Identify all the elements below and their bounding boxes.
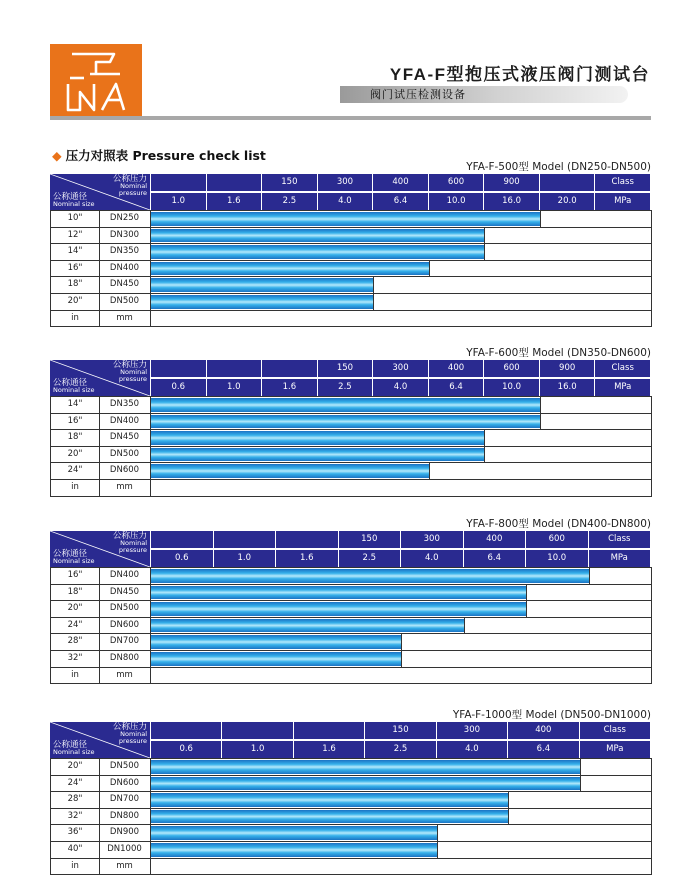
size-inch-cell: in — [51, 480, 100, 496]
pressure-range-bar — [151, 619, 464, 633]
class-cell: 400 — [429, 360, 484, 377]
table-row — [51, 758, 651, 775]
class-cell: 900 — [484, 174, 539, 191]
logo-mark-icon — [50, 44, 142, 120]
mpa-cell: 1.0 — [151, 193, 206, 210]
nominal-pressure-cn: 公称压力 — [112, 174, 147, 184]
size-inch-cell: 14" — [51, 244, 100, 260]
size-mm-cell: mm — [99, 859, 151, 875]
mpa-cell: MPa — [589, 550, 651, 567]
mpa-cell: 4.0 — [373, 379, 428, 396]
class-cell: Class — [580, 722, 650, 739]
class-cell: 150 — [339, 531, 401, 548]
mpa-cell: 0.6 — [151, 550, 213, 567]
table-row — [51, 396, 651, 413]
table-row — [51, 650, 651, 667]
size-inch-cell: 24" — [51, 776, 100, 792]
size-mm-cell: DN1000 — [99, 842, 151, 858]
bar-end-line — [401, 651, 402, 667]
valve-company-logo — [50, 44, 142, 120]
mpa-cell: 0.6 — [151, 379, 206, 396]
table-body — [50, 567, 652, 684]
bar-end-line — [437, 825, 438, 841]
pressure-range-bar — [151, 398, 540, 412]
size-inch-cell: 32" — [51, 651, 100, 667]
size-inch-cell: 20" — [51, 759, 100, 775]
size-inch-cell: 32" — [51, 809, 100, 825]
size-mm-cell: DN800 — [99, 809, 151, 825]
class-cell: 400 — [464, 531, 526, 548]
size-inch-cell: 20" — [51, 601, 100, 617]
bar-end-line — [429, 463, 430, 479]
pressure-range-bar — [151, 229, 484, 243]
nominal-size-en: Nominal size — [53, 386, 95, 394]
class-cell — [151, 531, 213, 548]
page-subtitle: 阀门试压检测设备 — [370, 88, 466, 101]
size-inch-cell: in — [51, 311, 100, 327]
page-title: YFA-F型抱压式液压阀门测试台 — [389, 65, 650, 84]
table-row — [51, 841, 651, 858]
size-mm-cell: DN250 — [99, 211, 151, 227]
table-row — [51, 293, 651, 310]
size-inch-cell: 24" — [51, 463, 100, 479]
size-mm-cell: DN900 — [99, 825, 151, 841]
size-mm-cell: DN450 — [99, 277, 151, 293]
bar-end-line — [373, 294, 374, 310]
mpa-cell: 1.6 — [276, 550, 338, 567]
mpa-cell: 6.4 — [429, 379, 484, 396]
bar-end-line — [484, 228, 485, 244]
mpa-cell: MPa — [595, 379, 650, 396]
table-row — [51, 462, 651, 479]
mpa-cell: 4.0 — [437, 741, 507, 758]
pressure-range-bar — [151, 760, 580, 774]
pressure-range-bar — [151, 569, 589, 583]
size-inch-cell: in — [51, 668, 100, 684]
size-mm-cell: DN600 — [99, 776, 151, 792]
bar-end-line — [373, 277, 374, 293]
header-corner — [50, 531, 150, 567]
class-cell — [207, 174, 262, 191]
class-cell: 900 — [540, 360, 595, 377]
table-row — [51, 584, 651, 601]
pressure-range-bar — [151, 810, 508, 824]
mpa-cell: 20.0 — [540, 193, 595, 210]
table-row — [51, 276, 651, 293]
mpa-cell: 16.0 — [540, 379, 595, 396]
bar-end-line — [484, 244, 485, 260]
size-mm-cell: DN400 — [99, 568, 151, 584]
table-body — [50, 396, 652, 497]
mpa-cell: 1.0 — [222, 741, 292, 758]
size-mm-cell: DN450 — [99, 430, 151, 446]
pressure-range-bar — [151, 464, 429, 478]
table-header — [50, 531, 651, 567]
size-inch-cell: 10" — [51, 211, 100, 227]
bar-end-line — [526, 601, 527, 617]
table-row — [51, 617, 651, 634]
header-corner — [50, 722, 150, 758]
nominal-pressure-en1: Nominal — [120, 730, 147, 738]
diamond-bullet-icon: ◆ — [52, 148, 62, 163]
size-mm-cell: DN350 — [99, 244, 151, 260]
size-inch-cell: 16" — [51, 568, 100, 584]
table-row — [51, 633, 651, 650]
nominal-pressure-cn: 公称压力 — [112, 360, 147, 370]
class-cell: 150 — [262, 174, 317, 191]
table-row — [51, 808, 651, 825]
size-inch-cell: in — [51, 859, 100, 875]
table-body — [50, 758, 652, 875]
table-row — [51, 227, 651, 244]
mpa-cell: 6.4 — [373, 193, 428, 210]
pressure-range-bar — [151, 602, 526, 616]
class-cell: Class — [595, 174, 650, 191]
nominal-pressure-en1: Nominal — [120, 368, 147, 376]
size-mm-cell: DN350 — [99, 397, 151, 413]
nominal-pressure-en1: Nominal — [120, 182, 147, 190]
class-cell: 400 — [508, 722, 578, 739]
size-inch-cell: 12" — [51, 228, 100, 244]
nominal-size-cn: 公称通径 — [53, 192, 88, 202]
mpa-cell: 10.0 — [429, 193, 484, 210]
size-mm-cell: DN500 — [99, 447, 151, 463]
table-row — [51, 858, 651, 875]
mpa-cell: 16.0 — [484, 193, 539, 210]
table-row — [51, 446, 651, 463]
class-cell — [262, 360, 317, 377]
bar-end-line — [540, 397, 541, 413]
nominal-pressure-en2: pressure — [118, 375, 147, 383]
nominal-pressure-label — [113, 175, 147, 197]
class-cell: 600 — [526, 531, 588, 548]
class-cell: Class — [589, 531, 651, 548]
table-header — [50, 722, 651, 758]
bar-end-line — [540, 211, 541, 227]
size-mm-cell: DN400 — [99, 414, 151, 430]
class-cell: Class — [595, 360, 650, 377]
nominal-pressure-en1: Nominal — [120, 539, 147, 547]
class-cell — [207, 360, 262, 377]
class-cell: 300 — [318, 174, 373, 191]
bar-end-line — [437, 842, 438, 858]
nominal-size-label — [53, 193, 95, 208]
mpa-cell: 2.5 — [318, 379, 373, 396]
nominal-size-cn: 公称通径 — [53, 378, 88, 388]
size-inch-cell: 40" — [51, 842, 100, 858]
table-row — [51, 600, 651, 617]
size-inch-cell: 18" — [51, 430, 100, 446]
size-mm-cell: mm — [99, 668, 151, 684]
size-mm-cell: DN450 — [99, 585, 151, 601]
pressure-range-bar — [151, 295, 373, 309]
nominal-pressure-en2: pressure — [118, 737, 147, 745]
table-body — [50, 210, 652, 327]
size-mm-cell: DN700 — [99, 634, 151, 650]
nominal-pressure-en2: pressure — [118, 546, 147, 554]
pressure-range-bar — [151, 415, 540, 429]
size-inch-cell: 20" — [51, 447, 100, 463]
size-inch-cell: 28" — [51, 792, 100, 808]
mpa-cell: 1.0 — [207, 379, 262, 396]
bar-end-line — [508, 809, 509, 825]
nominal-size-en: Nominal size — [53, 557, 95, 565]
nominal-size-label — [53, 379, 95, 394]
mpa-cell: 10.0 — [526, 550, 588, 567]
bar-end-line — [429, 261, 430, 277]
nominal-size-cn: 公称通径 — [53, 740, 88, 750]
nominal-size-cn: 公称通径 — [53, 549, 88, 559]
mpa-cell: MPa — [595, 193, 650, 210]
class-cell: 300 — [437, 722, 507, 739]
size-mm-cell: DN500 — [99, 294, 151, 310]
mpa-cell: 2.5 — [365, 741, 435, 758]
header-corner — [50, 174, 150, 210]
mpa-cell: 2.5 — [262, 193, 317, 210]
pressure-range-bar — [151, 212, 540, 226]
mpa-cell: 6.4 — [508, 741, 578, 758]
nominal-size-en: Nominal size — [53, 748, 95, 756]
class-cell — [151, 722, 221, 739]
size-inch-cell: 16" — [51, 261, 100, 277]
class-cell — [214, 531, 276, 548]
class-cell: 300 — [401, 531, 463, 548]
pressure-range-bar — [151, 448, 484, 462]
section-title — [52, 146, 266, 164]
table-row — [51, 310, 651, 327]
bar-end-line — [464, 618, 465, 634]
class-cell — [540, 174, 595, 191]
size-mm-cell: DN800 — [99, 651, 151, 667]
size-inch-cell: 20" — [51, 294, 100, 310]
bar-end-line — [484, 447, 485, 463]
class-cell — [294, 722, 364, 739]
table-header — [50, 174, 651, 210]
class-cell — [222, 722, 292, 739]
table-header — [50, 360, 651, 396]
nominal-size-label — [53, 550, 95, 565]
section-title-text: 压力对照表 Pressure check list — [65, 148, 266, 163]
class-cell: 150 — [318, 360, 373, 377]
size-inch-cell: 14" — [51, 397, 100, 413]
mpa-cell: 4.0 — [318, 193, 373, 210]
class-cell — [151, 360, 206, 377]
table-row — [51, 260, 651, 277]
bar-end-line — [589, 568, 590, 584]
mpa-cell: 6.4 — [464, 550, 526, 567]
pressure-range-bar — [151, 843, 437, 857]
table-row — [51, 824, 651, 841]
header-corner — [50, 360, 150, 396]
model-label: YFA-F-500型 Model (DN250-DN500) — [466, 161, 651, 173]
mpa-cell: 1.6 — [294, 741, 364, 758]
nominal-pressure-cn: 公称压力 — [112, 722, 147, 732]
size-inch-cell: 18" — [51, 277, 100, 293]
pressure-range-bar — [151, 635, 401, 649]
mpa-cell: 1.6 — [207, 193, 262, 210]
nominal-size-en: Nominal size — [53, 200, 95, 208]
bar-end-line — [580, 776, 581, 792]
bar-end-line — [540, 414, 541, 430]
class-cell: 300 — [373, 360, 428, 377]
table-row — [51, 429, 651, 446]
size-mm-cell: DN300 — [99, 228, 151, 244]
size-inch-cell: 24" — [51, 618, 100, 634]
size-mm-cell: DN500 — [99, 601, 151, 617]
mpa-cell: 4.0 — [401, 550, 463, 567]
size-mm-cell: mm — [99, 480, 151, 496]
bar-end-line — [508, 792, 509, 808]
mpa-cell: 1.6 — [262, 379, 317, 396]
nominal-pressure-en2: pressure — [118, 189, 147, 197]
pressure-range-bar — [151, 245, 484, 259]
size-inch-cell: 18" — [51, 585, 100, 601]
pressure-range-bar — [151, 278, 373, 292]
table-row — [51, 479, 651, 496]
table-row — [51, 243, 651, 260]
model-label: YFA-F-600型 Model (DN350-DN600) — [466, 347, 651, 359]
pressure-range-bar — [151, 777, 580, 791]
header-divider — [50, 116, 651, 120]
size-mm-cell: DN600 — [99, 463, 151, 479]
pressure-range-bar — [151, 431, 484, 445]
nominal-pressure-cn: 公称压力 — [112, 531, 147, 541]
table-row — [51, 775, 651, 792]
pressure-range-bar — [151, 826, 437, 840]
class-cell: 150 — [365, 722, 435, 739]
mpa-cell: MPa — [580, 741, 650, 758]
class-cell — [276, 531, 338, 548]
size-mm-cell: DN400 — [99, 261, 151, 277]
bar-end-line — [401, 634, 402, 650]
class-cell: 600 — [429, 174, 484, 191]
nominal-pressure-label — [113, 723, 147, 745]
size-mm-cell: mm — [99, 311, 151, 327]
nominal-pressure-label — [113, 532, 147, 554]
mpa-cell: 2.5 — [339, 550, 401, 567]
size-inch-cell: 36" — [51, 825, 100, 841]
model-label: YFA-F-1000型 Model (DN500-DN1000) — [452, 709, 651, 721]
mpa-cell: 0.6 — [151, 741, 221, 758]
bar-end-line — [484, 430, 485, 446]
model-label: YFA-F-800型 Model (DN400-DN800) — [466, 518, 651, 530]
class-cell — [151, 174, 206, 191]
size-mm-cell: DN600 — [99, 618, 151, 634]
nominal-pressure-label — [113, 361, 147, 383]
class-cell: 600 — [484, 360, 539, 377]
class-cell: 400 — [373, 174, 428, 191]
pressure-range-bar — [151, 586, 526, 600]
mpa-cell: 10.0 — [484, 379, 539, 396]
pressure-range-bar — [151, 793, 508, 807]
bar-end-line — [580, 759, 581, 775]
nominal-size-label — [53, 741, 95, 756]
size-inch-cell: 16" — [51, 414, 100, 430]
bar-end-line — [526, 585, 527, 601]
table-row — [51, 667, 651, 684]
table-row — [51, 567, 651, 584]
size-inch-cell: 28" — [51, 634, 100, 650]
size-mm-cell: DN500 — [99, 759, 151, 775]
size-mm-cell: DN700 — [99, 792, 151, 808]
table-row — [51, 791, 651, 808]
table-row — [51, 210, 651, 227]
table-row — [51, 413, 651, 430]
pressure-range-bar — [151, 262, 429, 276]
pressure-range-bar — [151, 652, 401, 666]
mpa-cell: 1.0 — [214, 550, 276, 567]
